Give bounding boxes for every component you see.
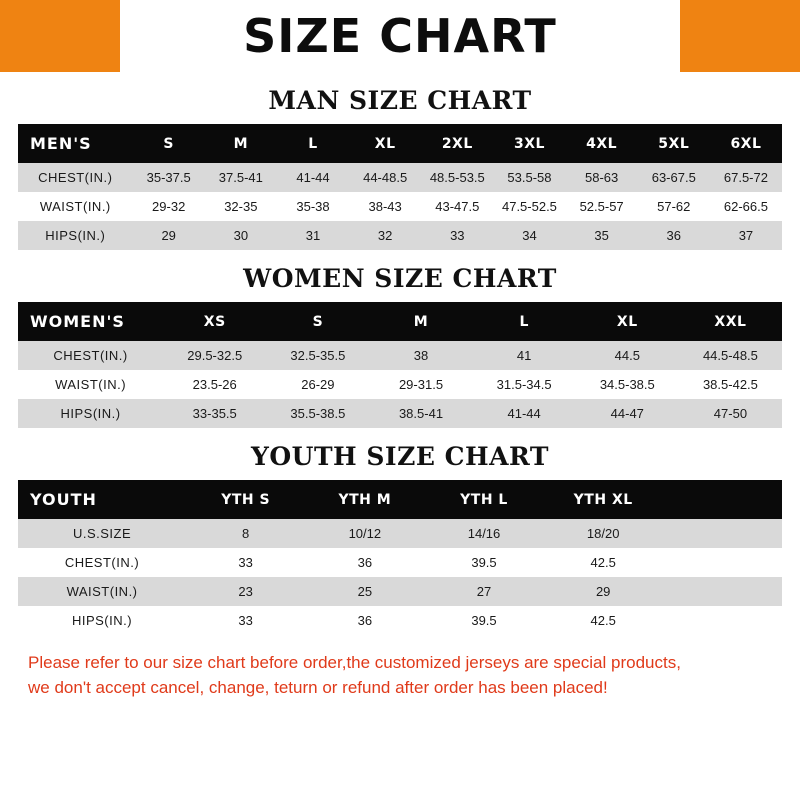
men-col-5xl: 5XL — [638, 124, 710, 163]
men-hips-6xl: 37 — [710, 221, 782, 250]
youth-col-l: YTH L — [424, 480, 543, 519]
men-col-4xl: 4XL — [566, 124, 638, 163]
women-waist-xl: 34.5-38.5 — [576, 370, 679, 399]
youth-cell-spacer — [663, 548, 782, 577]
men-chest-3xl: 53.5-58 — [493, 163, 565, 192]
youth-chest-s: 33 — [186, 548, 305, 577]
men-waist-l: 35-38 — [277, 192, 349, 221]
men-hips-3xl: 34 — [493, 221, 565, 250]
youth-cell-spacer — [663, 519, 782, 548]
men-row-label-chest: CHEST(IN.) — [18, 163, 133, 192]
men-chest-l: 41-44 — [277, 163, 349, 192]
table-row — [18, 163, 782, 192]
youth-ussize-s: 8 — [186, 519, 305, 548]
youth-col-spacer — [663, 480, 782, 519]
men-waist-xl: 38-43 — [349, 192, 421, 221]
women-hips-s: 35.5-38.5 — [266, 399, 369, 428]
women-waist-s: 26-29 — [266, 370, 369, 399]
women-col-xs: XS — [163, 302, 266, 341]
footer-note-line2: we don't accept cancel, change, teturn or refund after order has been placed! — [28, 677, 608, 697]
women-chest-m: 38 — [369, 341, 472, 370]
youth-hips-s: 33 — [186, 606, 305, 635]
men-chest-2xl: 48.5-53.5 — [421, 163, 493, 192]
table-row — [18, 370, 782, 399]
table-row — [18, 399, 782, 428]
page-title: SIZE CHART — [243, 9, 557, 63]
men-hips-s: 29 — [133, 221, 205, 250]
youth-waist-s: 23 — [186, 577, 305, 606]
women-hips-xs: 33-35.5 — [163, 399, 266, 428]
women-waist-xs: 23.5-26 — [163, 370, 266, 399]
youth-waist-xl: 29 — [544, 577, 663, 606]
men-hips-5xl: 36 — [638, 221, 710, 250]
men-row-label-hips: HIPS(IN.) — [18, 221, 133, 250]
footer-note-line1: Please refer to our size chart before order,the customized jerseys are special products, — [28, 653, 681, 672]
youth-waist-l: 27 — [424, 577, 543, 606]
chart-content — [0, 86, 800, 700]
men-waist-6xl: 62-66.5 — [710, 192, 782, 221]
table-row — [18, 221, 782, 250]
youth-ussize-m: 10/12 — [305, 519, 424, 548]
men-table-label: MEN'S — [18, 124, 133, 163]
table-row — [18, 192, 782, 221]
women-hips-l: 41-44 — [473, 399, 576, 428]
men-row-label-waist: WAIST(IN.) — [18, 192, 133, 221]
youth-ussize-l: 14/16 — [424, 519, 543, 548]
men-col-m: M — [205, 124, 277, 163]
women-chest-l: 41 — [473, 341, 576, 370]
men-col-l: L — [277, 124, 349, 163]
men-waist-3xl: 47.5-52.5 — [493, 192, 565, 221]
women-size-table — [18, 302, 782, 428]
women-col-xl: XL — [576, 302, 679, 341]
women-row-label-hips: HIPS(IN.) — [18, 399, 163, 428]
women-waist-xxl: 38.5-42.5 — [679, 370, 782, 399]
women-col-xxl: XXL — [679, 302, 782, 341]
youth-hips-l: 39.5 — [424, 606, 543, 635]
table-row — [18, 548, 782, 577]
men-waist-4xl: 52.5-57 — [566, 192, 638, 221]
youth-table-label: YOUTH — [18, 480, 186, 519]
youth-row-label-chest: CHEST(IN.) — [18, 548, 186, 577]
men-chest-6xl: 67.5-72 — [710, 163, 782, 192]
women-chest-xs: 29.5-32.5 — [163, 341, 266, 370]
women-table-label: WOMEN'S — [18, 302, 163, 341]
table-row — [18, 519, 782, 548]
women-col-m: M — [369, 302, 472, 341]
table-row — [18, 341, 782, 370]
youth-col-s: YTH S — [186, 480, 305, 519]
header-banner — [0, 0, 800, 72]
youth-chest-m: 36 — [305, 548, 424, 577]
table-header-row — [18, 124, 782, 163]
youth-row-label-ussize: U.S.SIZE — [18, 519, 186, 548]
youth-row-label-hips: HIPS(IN.) — [18, 606, 186, 635]
table-header-row — [18, 302, 782, 341]
youth-chest-l: 39.5 — [424, 548, 543, 577]
women-waist-m: 29-31.5 — [369, 370, 472, 399]
youth-chest-xl: 42.5 — [544, 548, 663, 577]
men-hips-l: 31 — [277, 221, 349, 250]
men-chest-xl: 44-48.5 — [349, 163, 421, 192]
men-waist-5xl: 57-62 — [638, 192, 710, 221]
women-chest-xxl: 44.5-48.5 — [679, 341, 782, 370]
women-chest-s: 32.5-35.5 — [266, 341, 369, 370]
table-header-row — [18, 480, 782, 519]
men-hips-4xl: 35 — [566, 221, 638, 250]
women-waist-l: 31.5-34.5 — [473, 370, 576, 399]
youth-hips-m: 36 — [305, 606, 424, 635]
women-row-label-waist: WAIST(IN.) — [18, 370, 163, 399]
youth-cell-spacer — [663, 606, 782, 635]
youth-ussize-xl: 18/20 — [544, 519, 663, 548]
women-hips-m: 38.5-41 — [369, 399, 472, 428]
women-col-l: L — [473, 302, 576, 341]
table-row — [18, 606, 782, 635]
women-hips-xxl: 47-50 — [679, 399, 782, 428]
women-row-label-chest: CHEST(IN.) — [18, 341, 163, 370]
youth-cell-spacer — [663, 577, 782, 606]
women-col-s: S — [266, 302, 369, 341]
women-hips-xl: 44-47 — [576, 399, 679, 428]
men-chest-s: 35-37.5 — [133, 163, 205, 192]
men-waist-s: 29-32 — [133, 192, 205, 221]
men-col-xl: XL — [349, 124, 421, 163]
men-chest-5xl: 63-67.5 — [638, 163, 710, 192]
men-col-6xl: 6XL — [710, 124, 782, 163]
youth-col-m: YTH M — [305, 480, 424, 519]
men-hips-2xl: 33 — [421, 221, 493, 250]
youth-hips-xl: 42.5 — [544, 606, 663, 635]
men-waist-m: 32-35 — [205, 192, 277, 221]
men-hips-m: 30 — [205, 221, 277, 250]
section-title-youth: YOUTH SIZE CHART — [251, 442, 549, 471]
youth-size-table — [18, 480, 782, 635]
men-col-3xl: 3XL — [493, 124, 565, 163]
youth-waist-m: 25 — [305, 577, 424, 606]
youth-row-label-waist: WAIST(IN.) — [18, 577, 186, 606]
table-row — [18, 577, 782, 606]
men-col-2xl: 2XL — [421, 124, 493, 163]
footer-note — [18, 651, 782, 700]
women-chest-xl: 44.5 — [576, 341, 679, 370]
men-chest-m: 37.5-41 — [205, 163, 277, 192]
youth-col-xl: YTH XL — [544, 480, 663, 519]
men-chest-4xl: 58-63 — [566, 163, 638, 192]
section-title-men: MAN SIZE CHART — [268, 86, 532, 115]
section-title-women: WOMEN SIZE CHART — [243, 264, 557, 293]
men-size-table — [18, 124, 782, 250]
men-col-s: S — [133, 124, 205, 163]
men-hips-xl: 32 — [349, 221, 421, 250]
men-waist-2xl: 43-47.5 — [421, 192, 493, 221]
